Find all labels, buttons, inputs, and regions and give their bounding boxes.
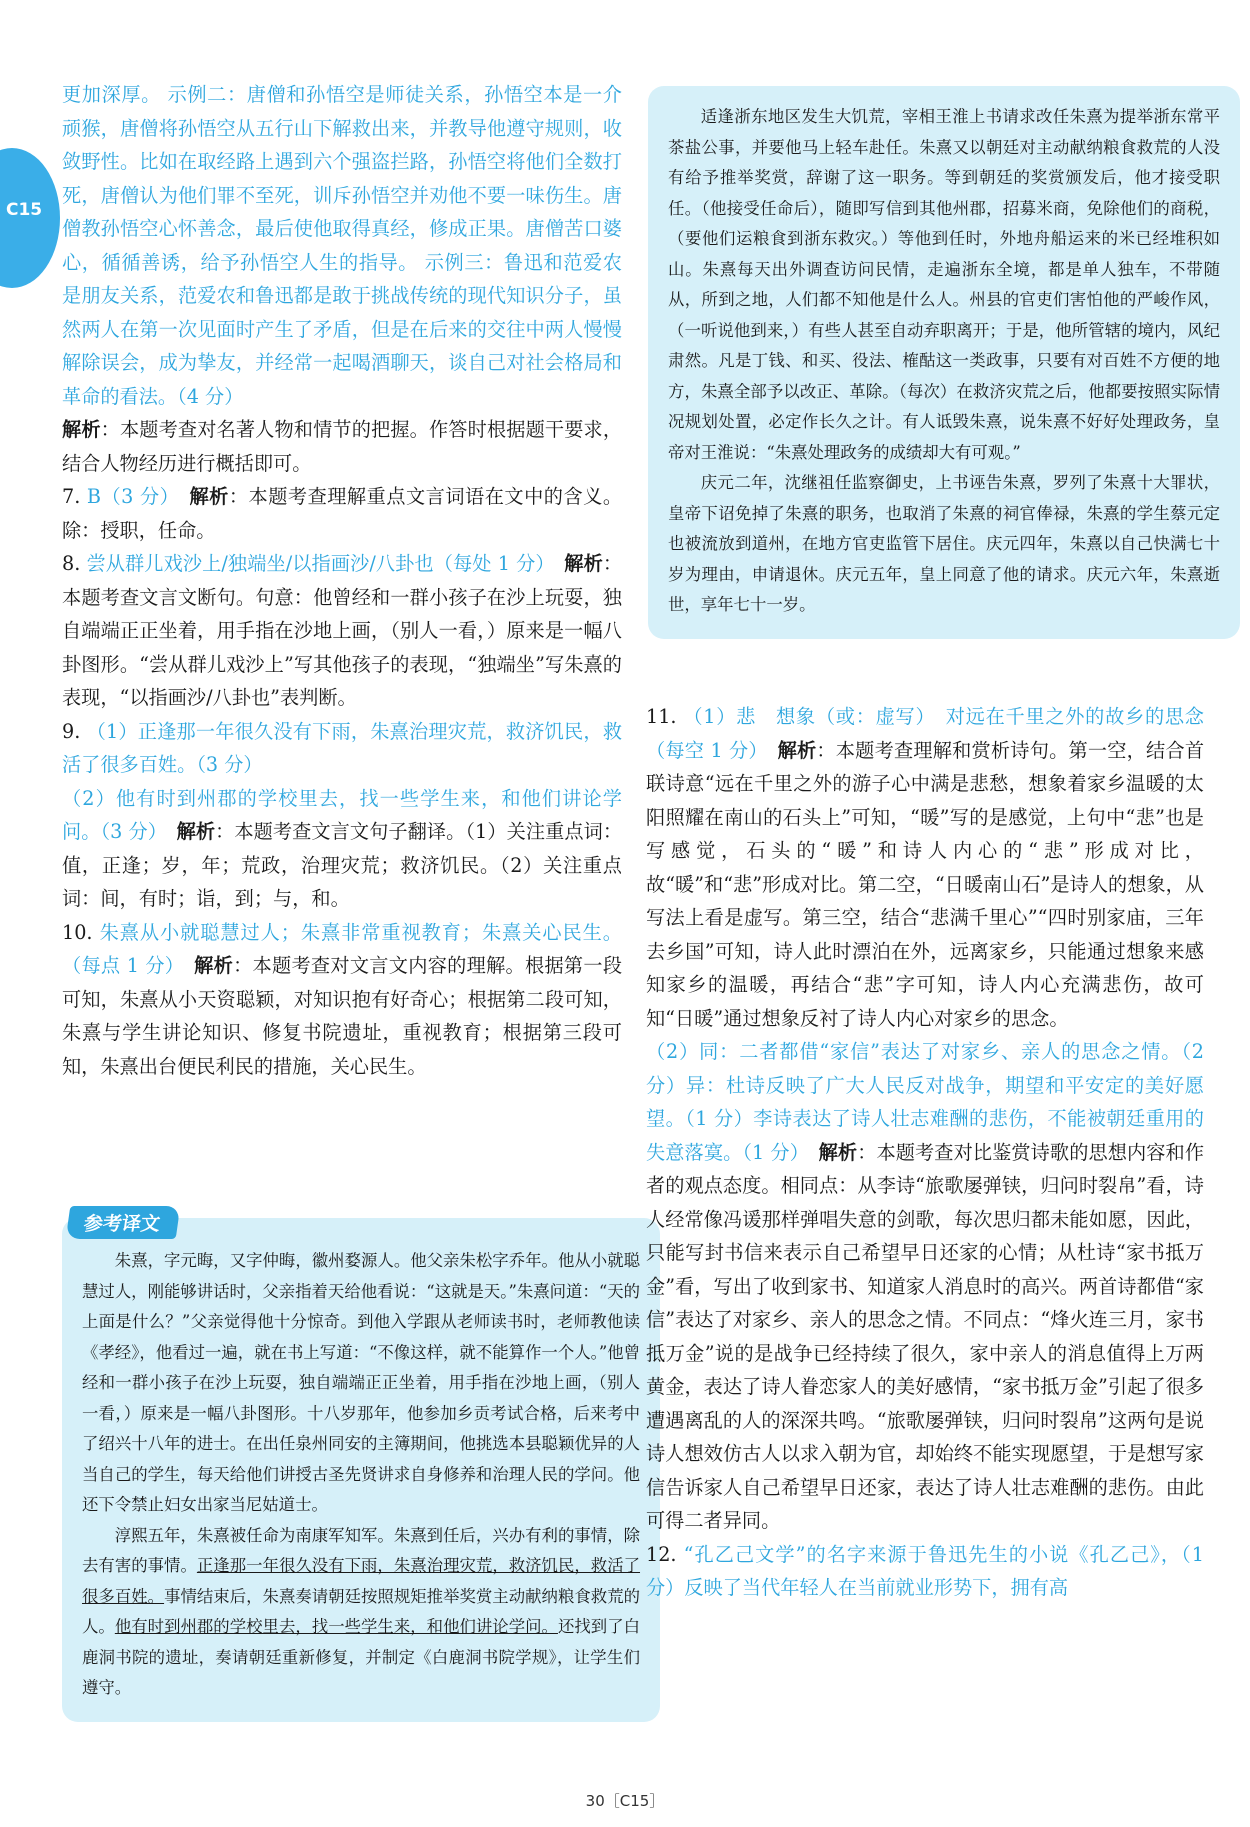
question-number: 11. bbox=[646, 705, 684, 728]
reference-para-1: 朱熹，字元晦，又字仲晦，徽州婺源人。他父亲朱松字乔年。他从小就聪慧过人，刚能够讲话时，父亲指着天给他看说：“这就是天。”朱熹问道：“天的上面是什么？”父亲觉得他十分惊奇。到他入学跟从老师读书时，老师教他读《孝经》，他看过一遍，就在书上写道：“不像这样，就不能算作一个人。”他曾经和一群小孩子在沙上玩耍，独自端端正正坐着，用手指在沙地上画，（别人一看，）原来是一幅八卦图形。十八岁那年，他参加乡贡考试合格，后来考中了绍兴十八年的进士。在出任泉州同安的主簿期间，他挑选本县聪颖优异的人当自己的学生，每天给他们讲授古圣先贤讲求自身修养和治理人民的学问。他还下令禁止妇女出家当尼姑道士。 bbox=[82, 1251, 640, 1514]
question-8 bbox=[62, 547, 622, 715]
question-9-part2 bbox=[62, 782, 622, 916]
analysis-label: 解析 bbox=[564, 552, 603, 575]
answer-6-paragraph bbox=[62, 78, 622, 413]
question-number: 8. bbox=[62, 552, 87, 575]
question-number: 10. bbox=[62, 920, 100, 944]
question-7 bbox=[62, 480, 622, 547]
answer-text: （1）悲 想象（或：虚写） 对远在千里之外的故乡的思念（每空 1 分） bbox=[646, 705, 1204, 762]
reference-translation-title: 参考译文 bbox=[66, 1206, 181, 1239]
analysis-text: ：本题考查对名著人物和情节的把握。作答时根据题干要求，结合人物经历进行概括即可。 bbox=[62, 418, 623, 475]
translation-continued-box bbox=[648, 86, 1240, 639]
reference-text: 事情结束后，朱熹奏请朝廷按照规矩推举奖赏主动献纳粮食救荒的人。 bbox=[82, 1586, 640, 1636]
page-number: 30［C15］ bbox=[585, 1792, 665, 1810]
underlined-sentence: 他有时到州郡的学校里去，找一些学生来，和他们讲论学问。 bbox=[114, 1617, 558, 1636]
analysis-text: ：本题考查理解重点文言词语在文中的含义。除：授职，任命。 bbox=[62, 485, 623, 542]
underlined-sentence: 正逢那一年很久没有下雨，朱熹治理灾荒，救济饥民，救活了很多百姓。 bbox=[82, 1556, 641, 1606]
answer-text: （2）同：二者都借“家信”表达了对家乡、亲人的思念之情。（2 分）异：杜诗反映了广大人民反对战争，期望和平安定的美好愿望。（1 分）李诗表达了诗人壮志难酬的悲伤，不能被朝廷重用的失意落寞。（1 分） bbox=[646, 1040, 1204, 1164]
question-number: 7. bbox=[62, 485, 87, 508]
answer-text: （1）正逢那一年很久没有下雨，朱熹治理灾荒，救济饥民，救活了很多百姓。（3 分） bbox=[62, 719, 623, 776]
analysis-label: 解析 bbox=[194, 954, 234, 977]
answer-6-text: 更加深厚。 示例二：唐僧和孙悟空是师徒关系，孙悟空本是一介顽猴，唐僧将孙悟空从五行山下解救出来，并教导他遵守规则，收敛野性。比如在取经路上遇到六个强盗拦路，孙悟空将他们全数打死，唐僧认为他们罪不至死，训斥孙悟空并劝他不要一味伤生。唐僧教孙悟空心怀善念，最后使他取得真经，修成正果。唐僧苦口婆心，循循善诱，给予孙悟空人生的指导。 示例三：鲁迅和范爱农是朋友关系，范爱农和鲁迅都是敢于挑战传统的现代知识分子，虽然两人在第一次见面时产生了矛盾，但是在后来的交往中两人慢慢解除误会，成为挚友，并经常一起喝酒聊天，谈自己对社会格局和革命的看法。（4 分） bbox=[62, 83, 622, 408]
answer-text: （2）他有时到州郡的学校里去，找一些学生来，和他们讲论学问。（3 分） bbox=[62, 786, 622, 843]
reference-para-2 bbox=[82, 1521, 640, 1704]
question-number: 12. bbox=[646, 1542, 684, 1566]
answer-text: 尝从群儿戏沙上/独端坐/以指画沙/八卦也（每处 1 分） bbox=[86, 552, 546, 575]
analysis-text: ：本题考查文言文断句。句意：他曾经和一群小孩子在沙上玩耍，独自端端正正坐着，用手指在沙地上画，（别人一看，）原来是一幅八卦图形。“尝从群儿戏沙上”写其他孩子的表现，“独端坐”写朱熹的表现，“以指画沙/八卦也”表判断。 bbox=[62, 552, 623, 709]
question-12 bbox=[646, 1538, 1204, 1605]
analysis-label: 解析 bbox=[62, 418, 101, 441]
translation-para-4: 庆元二年，沈继祖任监察御史，上书诬告朱熹，罗列了朱熹十大罪状，皇帝下诏免掉了朱熹的职务，也取消了朱熹的祠官俸禄，朱熹的学生蔡元定也被流放到道州，在地方官吏监管下居住。庆元四年，朱熹以自己快满七十岁为理由，申请退休。庆元五年，皇上同意了他的请求。庆元六年，朱熹逝世，享年七十一岁。 bbox=[668, 473, 1220, 614]
reference-translation-box bbox=[62, 1218, 660, 1722]
reference-text: 淳熙五年，朱熹被任命为南康军知军。朱熹到任后，兴办有利的事情，除去有害的事情。 bbox=[82, 1525, 640, 1575]
analysis-text: ：本题考查对文言文内容的理解。根据第一段可知，朱熹从小天资聪颖，对知识抱有好奇心；根据第二段可知，朱熹与学生讲论知识、修复书院遗址，重视教育；根据第三段可知，朱熹出台便民利民的措施，关心民生。 bbox=[62, 954, 623, 1078]
reference-text: 还找到了白鹿洞书院的遗址，奏请朝廷重新修复，并制定《白鹿洞书院学规》，让学生们遵守。 bbox=[82, 1617, 641, 1697]
analysis-text: ：本题考查对比鉴赏诗歌的思想内容和作者的观点态度。相同点：从李诗“旅歌屡弹铗，归问时裂帛”看，诗人经常像冯谖那样弹唱失意的剑歌，每次思归都未能如愿，因此，只能写封书信来表示自己希望早日还家的心情；从杜诗“家书抵万金”看，写出了收到家书、知道家人消息时的高兴。两首诗都借“家信”表达了对家乡、亲人的思念之情。不同点：“烽火连三月，家书抵万金”说的是战争已经持续了很久，家中亲人的消息值得上万两黄金，表达了诗人眷恋家人的美好感情，“家书抵万金”引起了很多遭遇离乱的人的深深共鸣。“旅歌屡弹铗，归问时裂帛”这两句是说诗人想效仿古人以求入朝为官，却始终不能实现愿望，于是想写家信告诉家人自己希望早日还家，表达了诗人壮志难酬的悲伤。由此可得二者异同。 bbox=[646, 1140, 1205, 1532]
analysis-text: ：本题考查文言文句子翻译。（1）关注重点词：值，正逢；岁，年；荒政，治理灾荒；救济饥民。（2）关注重点词：间，有时；诣，到；与，和。 bbox=[62, 820, 623, 910]
analysis-label: 解析 bbox=[818, 1140, 858, 1164]
question-number: 9. bbox=[62, 719, 87, 743]
right-column bbox=[646, 700, 1204, 1605]
answer-text: 朱熹从小就聪慧过人；朱熹非常重视教育；朱熹关心民生。（每点 1 分） bbox=[62, 920, 622, 977]
question-10 bbox=[62, 916, 622, 1084]
question-11-part2 bbox=[646, 1035, 1204, 1538]
answer-text: “孔乙己文学”的名字来源于鲁迅先生的小说《孔乙己》，（1 分）反映了当代年轻人在当前就业形势下，拥有高 bbox=[646, 1542, 1204, 1599]
analysis-label: 解析 bbox=[777, 738, 817, 762]
answer-text: B（3 分） bbox=[86, 485, 170, 508]
analysis-label: 解析 bbox=[189, 485, 229, 508]
question-9 bbox=[62, 715, 622, 782]
analysis-text: ：本题考查理解和赏析诗句。第一空，结合首联诗意“远在千里之外的游子心中满是悲愁，想象着家乡温暖的太阳照耀在南山的石头上”可知，“暖”写的是感觉，上句中“悲”也是写感觉，石头的“暖”和诗人内心的“悲”形成对比，故“暖”和“悲”形成对比。第二空，“日暖南山石”是诗人的想象，从写法上看是虚写。第三空，结合“悲满千里心”“四时别家庙，三年去乡国”可知，诗人此时漂泊在外，远离家乡，只能通过想象来感知家乡的温暖，再结合“悲”字可知，诗人内心充满悲伤，故可知“日暖”通过想象反衬了诗人内心对家乡的思念。 bbox=[646, 738, 1205, 1030]
question-11 bbox=[646, 700, 1204, 1035]
section-tab-label: C15 bbox=[6, 200, 43, 220]
analysis-6 bbox=[62, 413, 622, 480]
translation-para-3: 适逢浙东地区发生大饥荒，宰相王淮上书请求改任朱熹为提举浙东常平茶盐公事，并要他马上轻车赴任。朱熹又以朝廷对主动献纳粮食救荒的人没有给予推举奖赏，辞谢了这一职务。等到朝廷的奖赏颁发后，他才接受职任。（他接受任命后），随即写信到其他州郡，招募米商，免除他们的商税，（要他们运粮食到浙东救灾。）等他到任时，外地舟船运来的米已经堆积如山。朱熹每天出外调查访问民情，走遍浙东全境，都是单人独车，不带随从，所到之地，人们都不知他是什么人。州县的官吏们害怕他的严峻作风，（一听说他到来，）有些人甚至自动弃职离开；于是，他所管辖的境内，风纪肃然。凡是丁钱、和买、役法、榷酤这一类政事，只要有对百姓不方便的地方，朱熹全部予以改正、革除。（每次）在救济灾荒之后，他都要按照实际情况规划处置，必定作长久之计。有人诋毁朱熹，说朱熹不好好处理政务，皇帝对王淮说：“朱熹处理政务的成绩却大有可观。” bbox=[668, 107, 1220, 462]
left-column bbox=[62, 78, 622, 1083]
analysis-label: 解析 bbox=[176, 820, 216, 843]
